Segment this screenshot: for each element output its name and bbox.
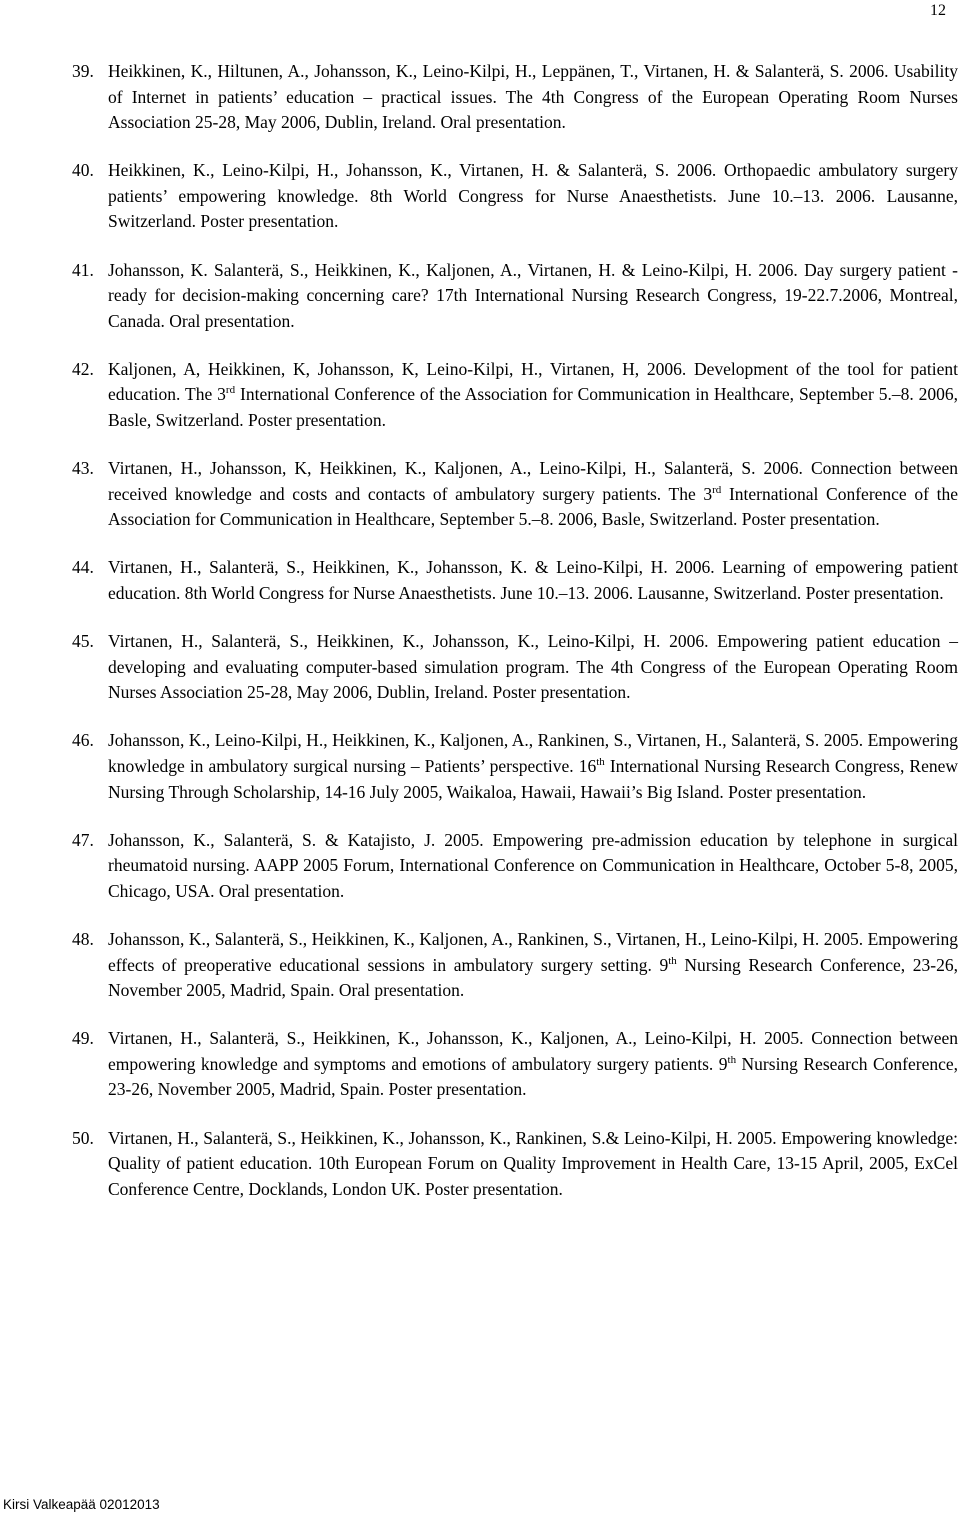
reference-item <box>72 927 958 1004</box>
reference-list <box>72 59 958 1225</box>
reference-text: Virtanen, H., Salanterä, S., Heikkinen, K., Johansson, K., Kaljonen, A., Leino-Kilpi, H. 2005. Connection between empowering knowledge and symptoms and emotions of ambulatory surgery patients. 9th Nursing Research Conference, 23-26, November 2005, Madrid, Spain. Poster presentation. <box>108 1028 958 1100</box>
reference-number: 49. <box>72 1028 94 1049</box>
reference-number: 44. <box>72 557 94 578</box>
reference-number: 46. <box>72 730 94 751</box>
reference-text: Virtanen, H., Johansson, K, Heikkinen, K., Kaljonen, A., Leino-Kilpi, H., Salanterä, S. 2006. Connection between received knowledge and costs and contacts of ambulatory surgery patients. The 3rd International Conference of the Association for Communication in Healthcare, September 5.–8. 2006, Basle, Switzerland. Poster presentation. <box>108 458 958 530</box>
reference-item <box>72 158 958 235</box>
reference-item <box>72 59 958 136</box>
reference-item <box>72 629 958 706</box>
reference-number: 47. <box>72 829 94 850</box>
reference-number: 42. <box>72 358 94 379</box>
reference-text: Heikkinen, K., Leino-Kilpi, H., Johansson, K., Virtanen, H. & Salanterä, S. 2006. Orthopaedic ambulatory surgery patients’ empowering knowledge. 8th World Congress for Nurse Anaesthetists. June 10.–13. 2006. Lausanne, Switzerland. Poster presentation. <box>108 160 958 232</box>
reference-text: Heikkinen, K., Hiltunen, A., Johansson, K., Leino-Kilpi, H., Leppänen, T., Virtanen, H. & Salanterä, S. 2006. Usability of Internet in patients’ education – practical issues. The 4th Congress of the European Operating Room Nurses Association 25-28, May 2006, Dublin, Ireland. Oral presentation. <box>108 61 958 133</box>
reference-number: 43. <box>72 458 94 479</box>
reference-item <box>72 258 958 335</box>
ordinal-suffix: rd <box>712 483 722 496</box>
reference-number: 40. <box>72 160 94 181</box>
reference-item <box>72 555 958 606</box>
reference-text: Virtanen, H., Salanterä, S., Heikkinen, K., Johansson, K. & Leino-Kilpi, H. 2006. Learning of empowering patient education. 8th World Congress for Nurse Anaesthetists. June 10.–13. 2006. Lausanne, Switzerland. Poster presentation. <box>108 557 958 603</box>
ordinal-suffix: th <box>668 954 677 967</box>
reference-text: Kaljonen, A, Heikkinen, K, Johansson, K, Leino-Kilpi, H., Virtanen, H, 2006. Development of the tool for patient education. The 3rd International Conference of the Association for Communication in Healthcare, September 5.–8. 2006, Basle, Switzerland. Poster presentation. <box>108 358 959 431</box>
reference-number: 45. <box>72 631 94 652</box>
ordinal-suffix: th <box>596 756 605 769</box>
reference-text: Virtanen, H., Salanterä, S., Heikkinen, K., Johansson, K., Leino-Kilpi, H. 2006. Empowering patient education – developing and evaluating computer-based simulation program. The 4th Congress of the European Operating Room Nurses Association 25-28, May 2006, Dublin, Ireland. Poster presentation. <box>108 631 958 703</box>
reference-item <box>72 1026 958 1103</box>
reference-item <box>72 828 958 905</box>
reference-text: Johansson, K., Salanterä, S. & Katajisto, J. 2005. Empowering pre-admission education by telephone in surgical rheumatoid nursing. AAPP 2005 Forum, International Conference on Communication in Healthcare, October 5-8, 2005, Chicago, USA. Oral presentation. <box>108 829 958 901</box>
reference-text: Johansson, K. Salanterä, S., Heikkinen, K., Kaljonen, A., Virtanen, H. & Leino-Kilpi, H. 2006. Day surgery patient - ready for decision-making concerning care? 17th International Nursing Research Congress, 19-22.7.2006, Montreal, Canada. Oral presentation. <box>108 259 958 331</box>
reference-item <box>72 456 958 533</box>
footer-author-date: Kirsi Valkeapää 02012013 <box>3 1497 160 1512</box>
reference-text: Virtanen, H., Salanterä, S., Heikkinen, K., Johansson, K., Rankinen, S.& Leino-Kilpi, H. 2005. Empowering knowledge: Quality of patient education. 10th European Forum on Quality Improvement in Health Care, 13-15 April, 2005, ExCel Conference Centre, Docklands, London UK. Poster presentation. <box>108 1127 958 1199</box>
ordinal-suffix: th <box>727 1053 737 1066</box>
reference-item <box>72 1126 958 1203</box>
reference-number: 39. <box>72 61 94 81</box>
reference-item <box>72 357 958 434</box>
page-number: 12 <box>930 2 946 19</box>
reference-number: 41. <box>72 259 94 280</box>
reference-item <box>72 728 958 805</box>
reference-text: Johansson, K., Salanterä, S., Heikkinen, K., Kaljonen, A., Rankinen, S., Virtanen, H., Leino-Kilpi, H. 2005. Empowering effects of preoperative educational sessions in ambulatory surgery setting. 9th Nursing Research Conference, 23-26, November 2005, Madrid, Spain. Oral presentation. <box>108 928 958 1001</box>
ordinal-suffix: rd <box>225 384 236 397</box>
reference-number: 48. <box>72 928 94 949</box>
reference-number: 50. <box>72 1127 94 1148</box>
reference-text: Johansson, K., Leino-Kilpi, H., Heikkinen, K., Kaljonen, A., Rankinen, S., Virtanen, H., Salanterä, S. 2005. Empowering knowledge in ambulatory surgical nursing – Patients’ perspective. 16th International Nursing Research Congress, Renew Nursing Through Scholarship, 14-16 July 2005, Waikaloa, Hawaii, Hawaii’s Big Island. Poster presentation. <box>108 730 958 802</box>
